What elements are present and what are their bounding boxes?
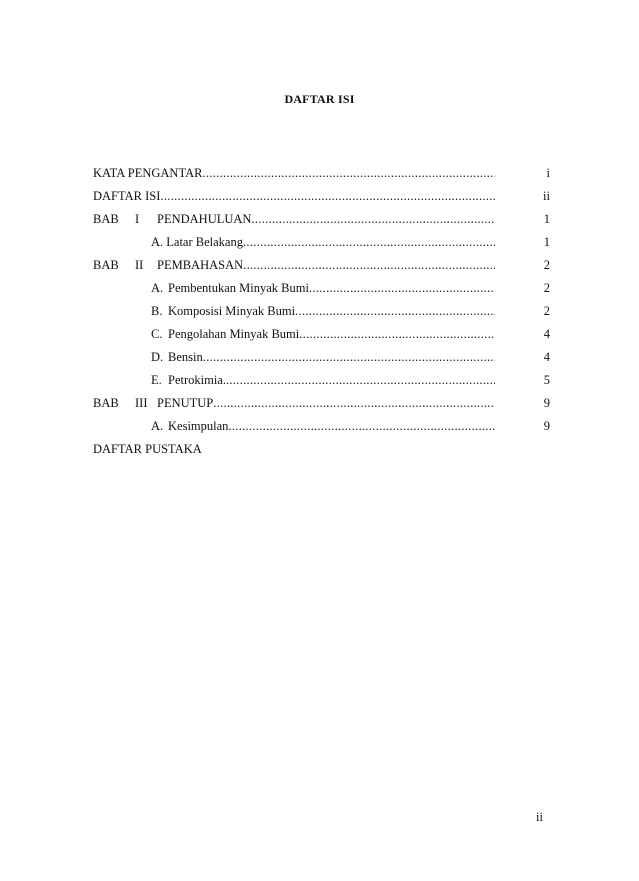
dot-leader [243, 231, 495, 254]
toc-row-pengolahan [93, 323, 550, 346]
toc-label: PENDAHULUAN [157, 212, 252, 226]
toc-label: PENUTUP [157, 396, 214, 410]
chapter-word: BAB [93, 212, 119, 226]
toc-page-number: 4 [543, 350, 550, 364]
dot-leader [213, 392, 495, 415]
dot-leader [226, 369, 495, 392]
toc-label: Komposisi Minyak Bumi [168, 304, 296, 318]
dot-leader [228, 415, 495, 438]
toc-label: KATA PENGANTAR [93, 166, 203, 180]
dot-leader [160, 185, 495, 208]
toc-label: Petrokimia. [168, 373, 226, 387]
section-letter: B. [151, 304, 163, 318]
toc-label: Pembentukan Minyak Bumi [168, 281, 309, 295]
chapter-word: BAB [93, 396, 119, 410]
toc-row-daftar-pustaka [93, 438, 550, 461]
toc-row-komposisi [93, 300, 550, 323]
toc-row-bensin [93, 346, 550, 369]
toc-row-daftar-isi [93, 185, 550, 208]
toc-label: Pengolahan Minyak Bumi [168, 327, 300, 341]
section-letter: C. [151, 327, 163, 341]
section-letter: A. [151, 419, 164, 433]
toc-page-number: 2 [543, 258, 550, 272]
toc-row-bab-3 [93, 392, 550, 415]
dot-leader [295, 300, 495, 323]
toc-label: DAFTAR ISI [93, 189, 161, 203]
toc-page-number: 4 [543, 327, 550, 341]
section-letter: A. [151, 281, 164, 295]
toc-row-latar-belakang [93, 231, 550, 254]
toc-page-number: i [546, 166, 550, 180]
chapter-roman-numeral: III [135, 396, 148, 410]
toc-page-number: 1 [543, 212, 550, 226]
toc-page-number: 5 [543, 373, 550, 387]
toc-row-kesimpulan [93, 415, 550, 438]
toc-row-pembentukan [93, 277, 550, 300]
chapter-word: BAB [93, 258, 119, 272]
toc-label: PEMBAHASAN [157, 258, 244, 272]
toc-page-number: 2 [543, 304, 550, 318]
footer-page-number: ii [536, 810, 543, 824]
toc-page-number: 2 [543, 281, 550, 295]
toc-label: DAFTAR PUSTAKA [93, 442, 202, 456]
dot-leader [202, 162, 495, 185]
toc-row-kata-pengantar [93, 162, 550, 185]
toc-page-number: 9 [543, 419, 550, 433]
toc-label: Bensin [168, 350, 203, 364]
toc-page-number: ii [543, 189, 550, 203]
toc-row-bab-1 [93, 208, 550, 231]
table-of-contents [93, 162, 550, 461]
dot-leader [243, 254, 495, 277]
toc-row-petrokimia [93, 369, 550, 392]
toc-row-bab-2 [93, 254, 550, 277]
toc-label: A. Latar Belakang [151, 235, 243, 249]
dot-leader [203, 346, 495, 369]
section-letter: E. [151, 373, 162, 387]
section-letter: D. [151, 350, 164, 364]
toc-label: Kesimpulan [168, 419, 229, 433]
dot-leader [309, 277, 495, 300]
toc-page-number: 9 [543, 396, 550, 410]
chapter-roman-numeral: II [135, 258, 144, 272]
toc-page-number: 1 [543, 235, 550, 249]
chapter-roman-numeral: I [135, 212, 140, 226]
page-title: DAFTAR ISI [284, 92, 355, 106]
dot-leader [251, 208, 495, 231]
dot-leader [299, 323, 495, 346]
